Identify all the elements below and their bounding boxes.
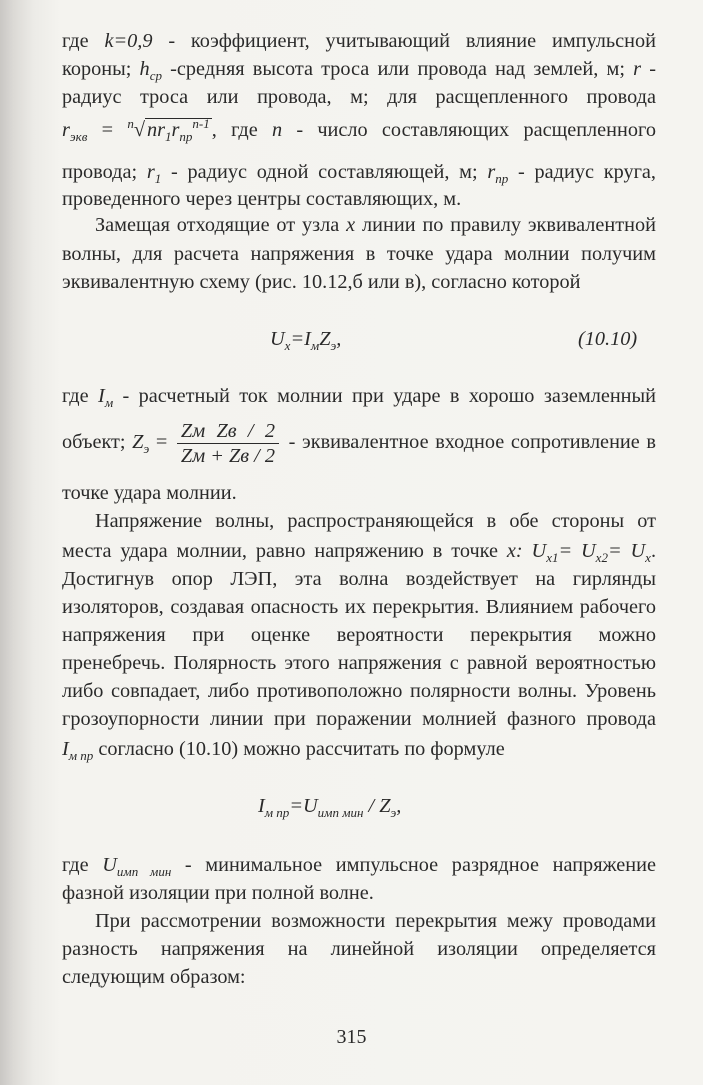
text-line: разность напряжения на линейной изоляции определяется — [62, 938, 656, 960]
text-line: грозоупорности линии при поражении молнией фазного провода — [62, 708, 656, 730]
page-number: 315 — [336, 1026, 367, 1048]
equation-lightning-withstand: $I_{м пр}=U_{имп мин} / Z_э$, — [258, 795, 402, 821]
radius-formula: $r_{экв} = ^n√nr_1r_{пр}^{n-1}$ — [62, 116, 210, 145]
text-line: где $U_{имп мин}$ - минимальное импульсное разрядное напряжение — [62, 854, 656, 880]
equation-number: (10.10) — [578, 328, 638, 350]
text-line: где $I_м$ - расчетный ток молнии при ударе в хорошо заземленный — [62, 385, 657, 411]
text-line: точке удара молнии. — [62, 482, 237, 504]
text-line: При рассмотрении возможности перекрытия межу проводами — [95, 910, 656, 932]
text-line: провода; $r_1$ - радиус одной составляющей, м; $r_{пр}$ - радиус круга, — [62, 161, 656, 187]
text-line-with-formula: $r_{экв} = ^n√nr_1r_{пр}^{n-1}$, где n - число составляющих расщепленного — [62, 116, 656, 145]
text-line: эквивалентную схему (рис. 10.12,б или в), согласно которой — [62, 271, 581, 293]
text-line: Замещая отходящие от узла x линии по правилу эквивалентной — [95, 214, 656, 236]
text-line: волны, для расчета напряжения в точке удара молнии получим — [62, 243, 656, 265]
text-line: фазной изоляции при полной волне. — [62, 882, 374, 904]
equation-10-10: $U_x=I_мZ_э$, — [270, 328, 342, 354]
text-line: проведенного через центры составляющих, м. — [62, 188, 462, 210]
text-line: Достигнув опор ЛЭП, эта волна воздействует на гирлянды — [62, 568, 656, 590]
text-line: короны; $h_{ср}$ -средняя высота троса или провода над землей, м; r - — [62, 58, 656, 84]
impedance-formula: $Z_э$ = $\frac{\text{Zм Zв / 2}}{Zм + Zв / 2}$ — [132, 431, 282, 453]
text-line: следующим образом: — [62, 966, 246, 988]
text-line: пренебречь. Полярность этого напряжения с равной вероятностью — [62, 652, 656, 674]
text-line: напряжения при оценке вероятности перекрытия можно — [62, 624, 656, 646]
text-line: Напряжение волны, распространяющейся в обе стороны от — [95, 510, 656, 532]
text-line: радиус троса или провода, м; для расщепленного провода — [62, 86, 656, 108]
text-line: изоляторов, создавая опасность их перекрытия. Влиянием рабочего — [62, 596, 656, 618]
text-line-with-formula: объект; $Z_э$ = $\frac{\text{Zм Zв / 2}}{Zм + Zв / 2}$ - эквивалентное входное сопротивление в — [62, 419, 656, 467]
text-line: где k=0,9 - коэффициент, учитывающий влияние импульсной — [62, 30, 656, 52]
text-line: места удара молнии, равно напряжению в точке x: $U_{x1}= U_{x2}= U_x$. — [62, 540, 657, 566]
text-line: либо совпадает, либо противоположно полярности волны. Уровень — [62, 680, 656, 702]
text-line: $I_{м пр}$ согласно (10.10) можно рассчитать по формуле — [62, 738, 505, 764]
